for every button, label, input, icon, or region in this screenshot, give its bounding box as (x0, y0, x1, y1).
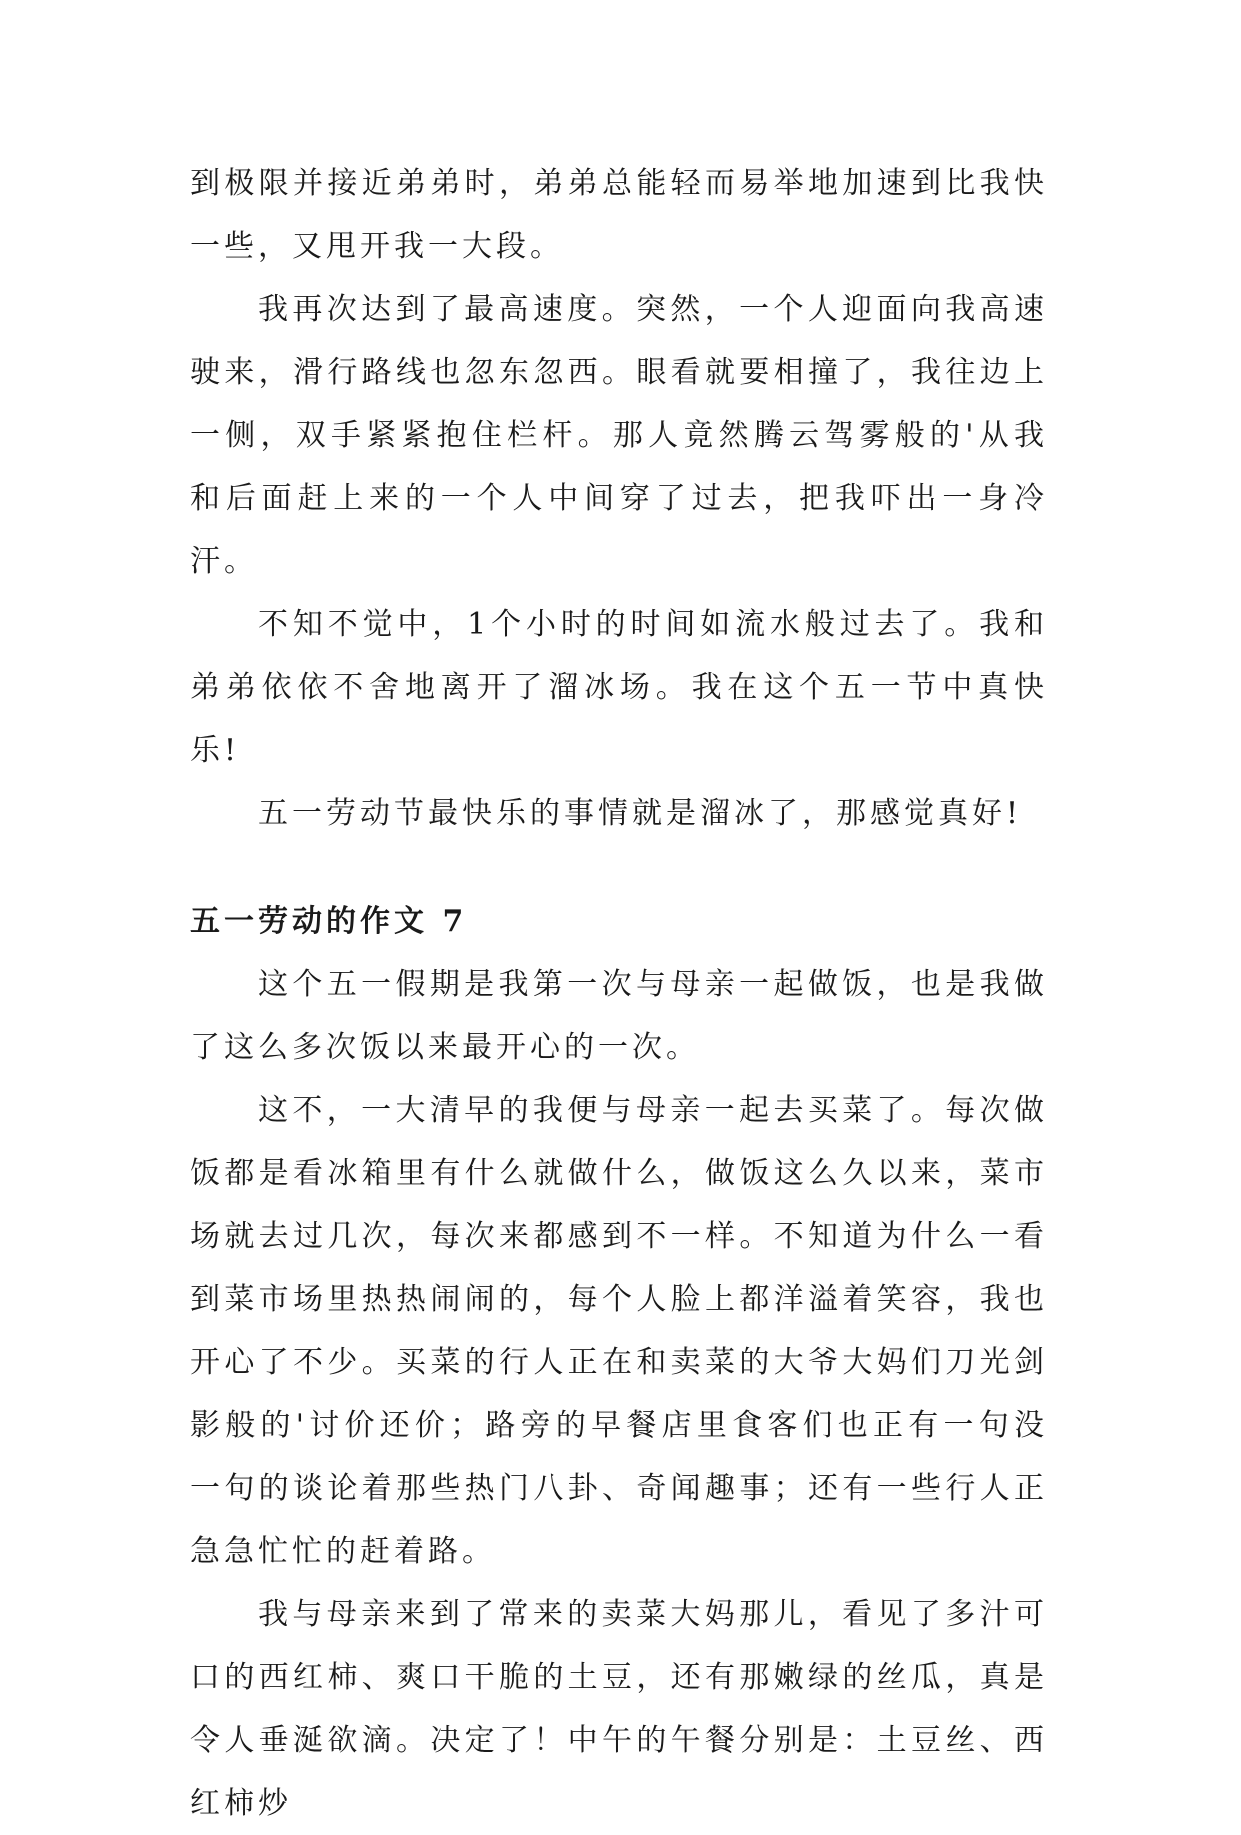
section-heading: 五一劳动的作文 7 (190, 904, 468, 939)
paragraph-2: 我再次达到了最高速度。突然，一个人迎面向我高速驶来，滑行路线也忽东忽西。眼看就要相撞了，我往边上一侧，双手紧紧抱住栏杆。那人竟然腾云驾雾般的'从我和后面赶上来的一个人中间穿了过去，把我吓出一身冷汗。 (190, 292, 1048, 579)
document-body (190, 152, 1048, 1835)
paragraph-7: 我与母亲来到了常来的卖菜大妈那儿，看见了多汁可口的西红柿、爽口干脆的土豆，还有那嫩绿的丝瓜，真是令人垂涎欲滴。决定了！中午的午餐分别是：土豆丝、西红柿炒 (190, 1597, 1048, 1821)
paragraph-6: 这不，一大清早的我便与母亲一起去买菜了。每次做饭都是看冰箱里有什么就做什么，做饭这么久以来，菜市场就去过几次，每次来都感到不一样。不知道为什么一看到菜市场里热热闹闹的，每个人脸上都洋溢着笑容，我也开心了不少。买菜的行人正在和卖菜的大爷大妈们刀光剑影般的'讨价还价；路旁的早餐店里食客们也正有一句没一句的谈论着那些热门八卦、奇闻趣事；还有一些行人正急急忙忙的赶着路。 (190, 1093, 1048, 1569)
paragraph-1: 到极限并接近弟弟时，弟弟总能轻而易举地加速到比我快一些，又甩开我一大段。 (190, 166, 1048, 264)
paragraph-4: 五一劳动节最快乐的事情就是溜冰了，那感觉真好! (258, 796, 1023, 831)
paragraph-5: 这个五一假期是我第一次与母亲一起做饭，也是我做了这么多次饭以来最开心的一次。 (190, 967, 1048, 1065)
paragraph-3: 不知不觉中，1个小时的时间如流水般过去了。我和弟弟依依不舍地离开了溜冰场。我在这个五一节中真快乐! (190, 607, 1048, 768)
